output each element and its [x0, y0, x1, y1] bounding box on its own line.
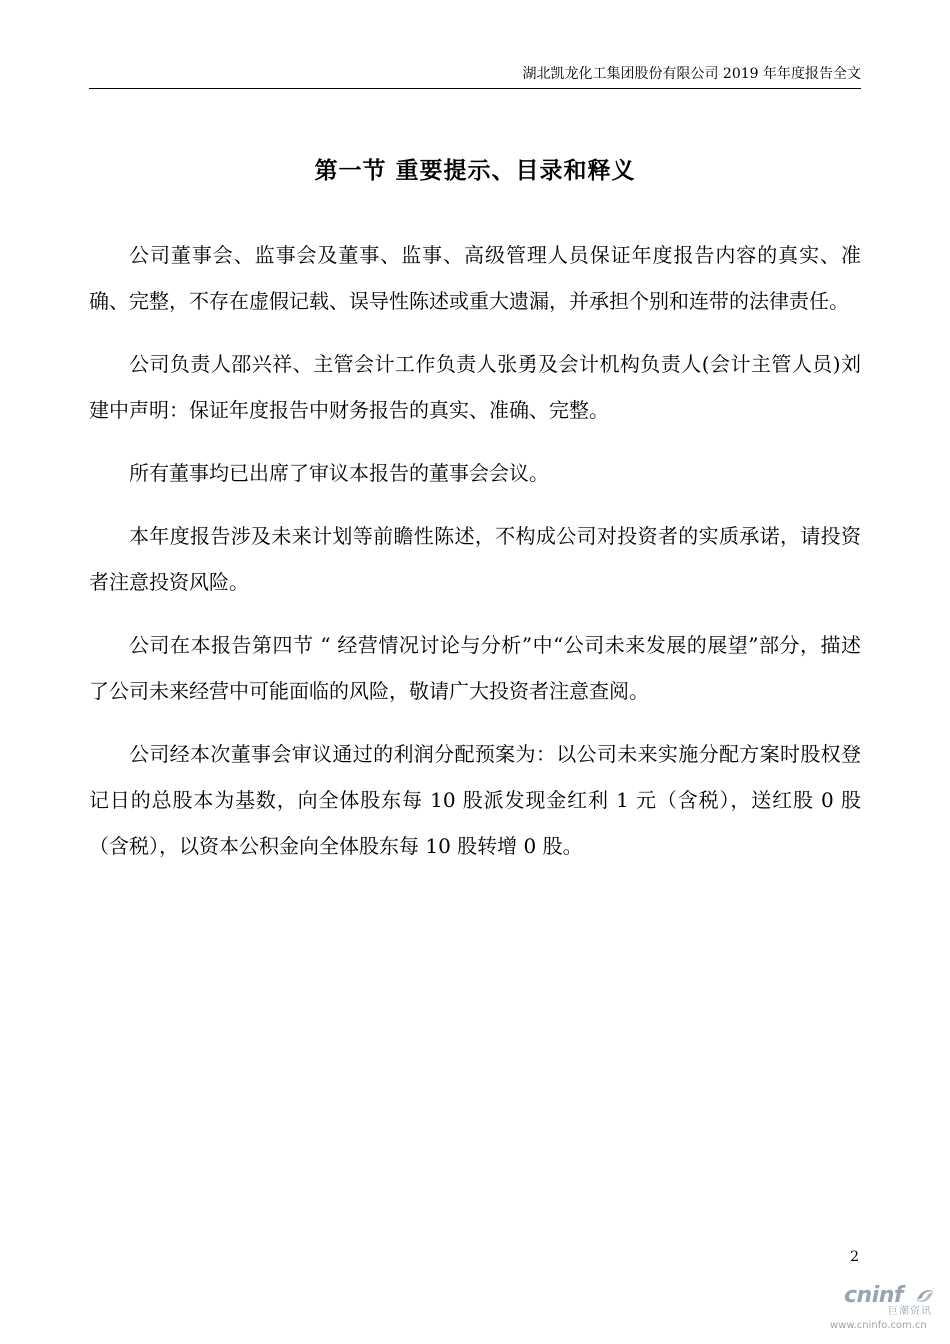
logo-brand: cninf — [844, 1283, 903, 1308]
section-title: 第一节 重要提示、目录和释义 — [314, 157, 636, 184]
cninfo-swirl-icon — [914, 1286, 936, 1306]
paragraph-forward-looking-statement: 本年度报告涉及未来计划等前瞻性陈述，不构成公司对投资者的实质承诺，请投资者注意投资风险。 — [89, 524, 861, 594]
paragraph-financial-statement-declaration: 公司负责人邵兴祥、主管会计工作负责人张勇及会计机构负责人(会计主管人员)刘建中声明：保证年度报告中财务报告的真实、准确、完整。 — [89, 352, 861, 422]
cninfo-watermark-logo — [830, 1283, 940, 1335]
paragraph-profit-distribution: 公司经本次董事会审议通过的利润分配预案为：以公司未来实施分配方案时股权登记日的总股本为基数，向全体股东每 10 股派发现金红利 1 元（含税），送红股 0 股（含税），以资本公积金向全体股东每 10 股转增 0 股。 — [89, 742, 861, 858]
paragraph-board-attendance: 所有董事均已出席了审议本报告的董事会会议。 — [129, 461, 549, 485]
logo-url: www.cninfo.com.cn — [830, 1320, 927, 1331]
paragraph-risk-notice: 公司在本报告第四节 “ 经营情况讨论与分析”中“公司未来发展的展望”部分，描述了公司未来经营中可能面临的风险，敬请广大投资者注意查阅。 — [89, 633, 861, 703]
header-divider — [89, 88, 861, 89]
running-header: 湖北凯龙化工集团股份有限公司 2019 年年度报告全文 — [522, 66, 861, 82]
logo-brand-chinese: 巨潮资讯 — [888, 1306, 932, 1317]
paragraph-board-guarantee: 公司董事会、监事会及董事、监事、高级管理人员保证年度报告内容的真实、准确、完整，不存在虚假记载、误导性陈述或重大遗漏，并承担个别和连带的法律责任。 — [89, 243, 861, 313]
body-text — [89, 232, 861, 886]
page-number: 2 — [850, 1249, 859, 1265]
